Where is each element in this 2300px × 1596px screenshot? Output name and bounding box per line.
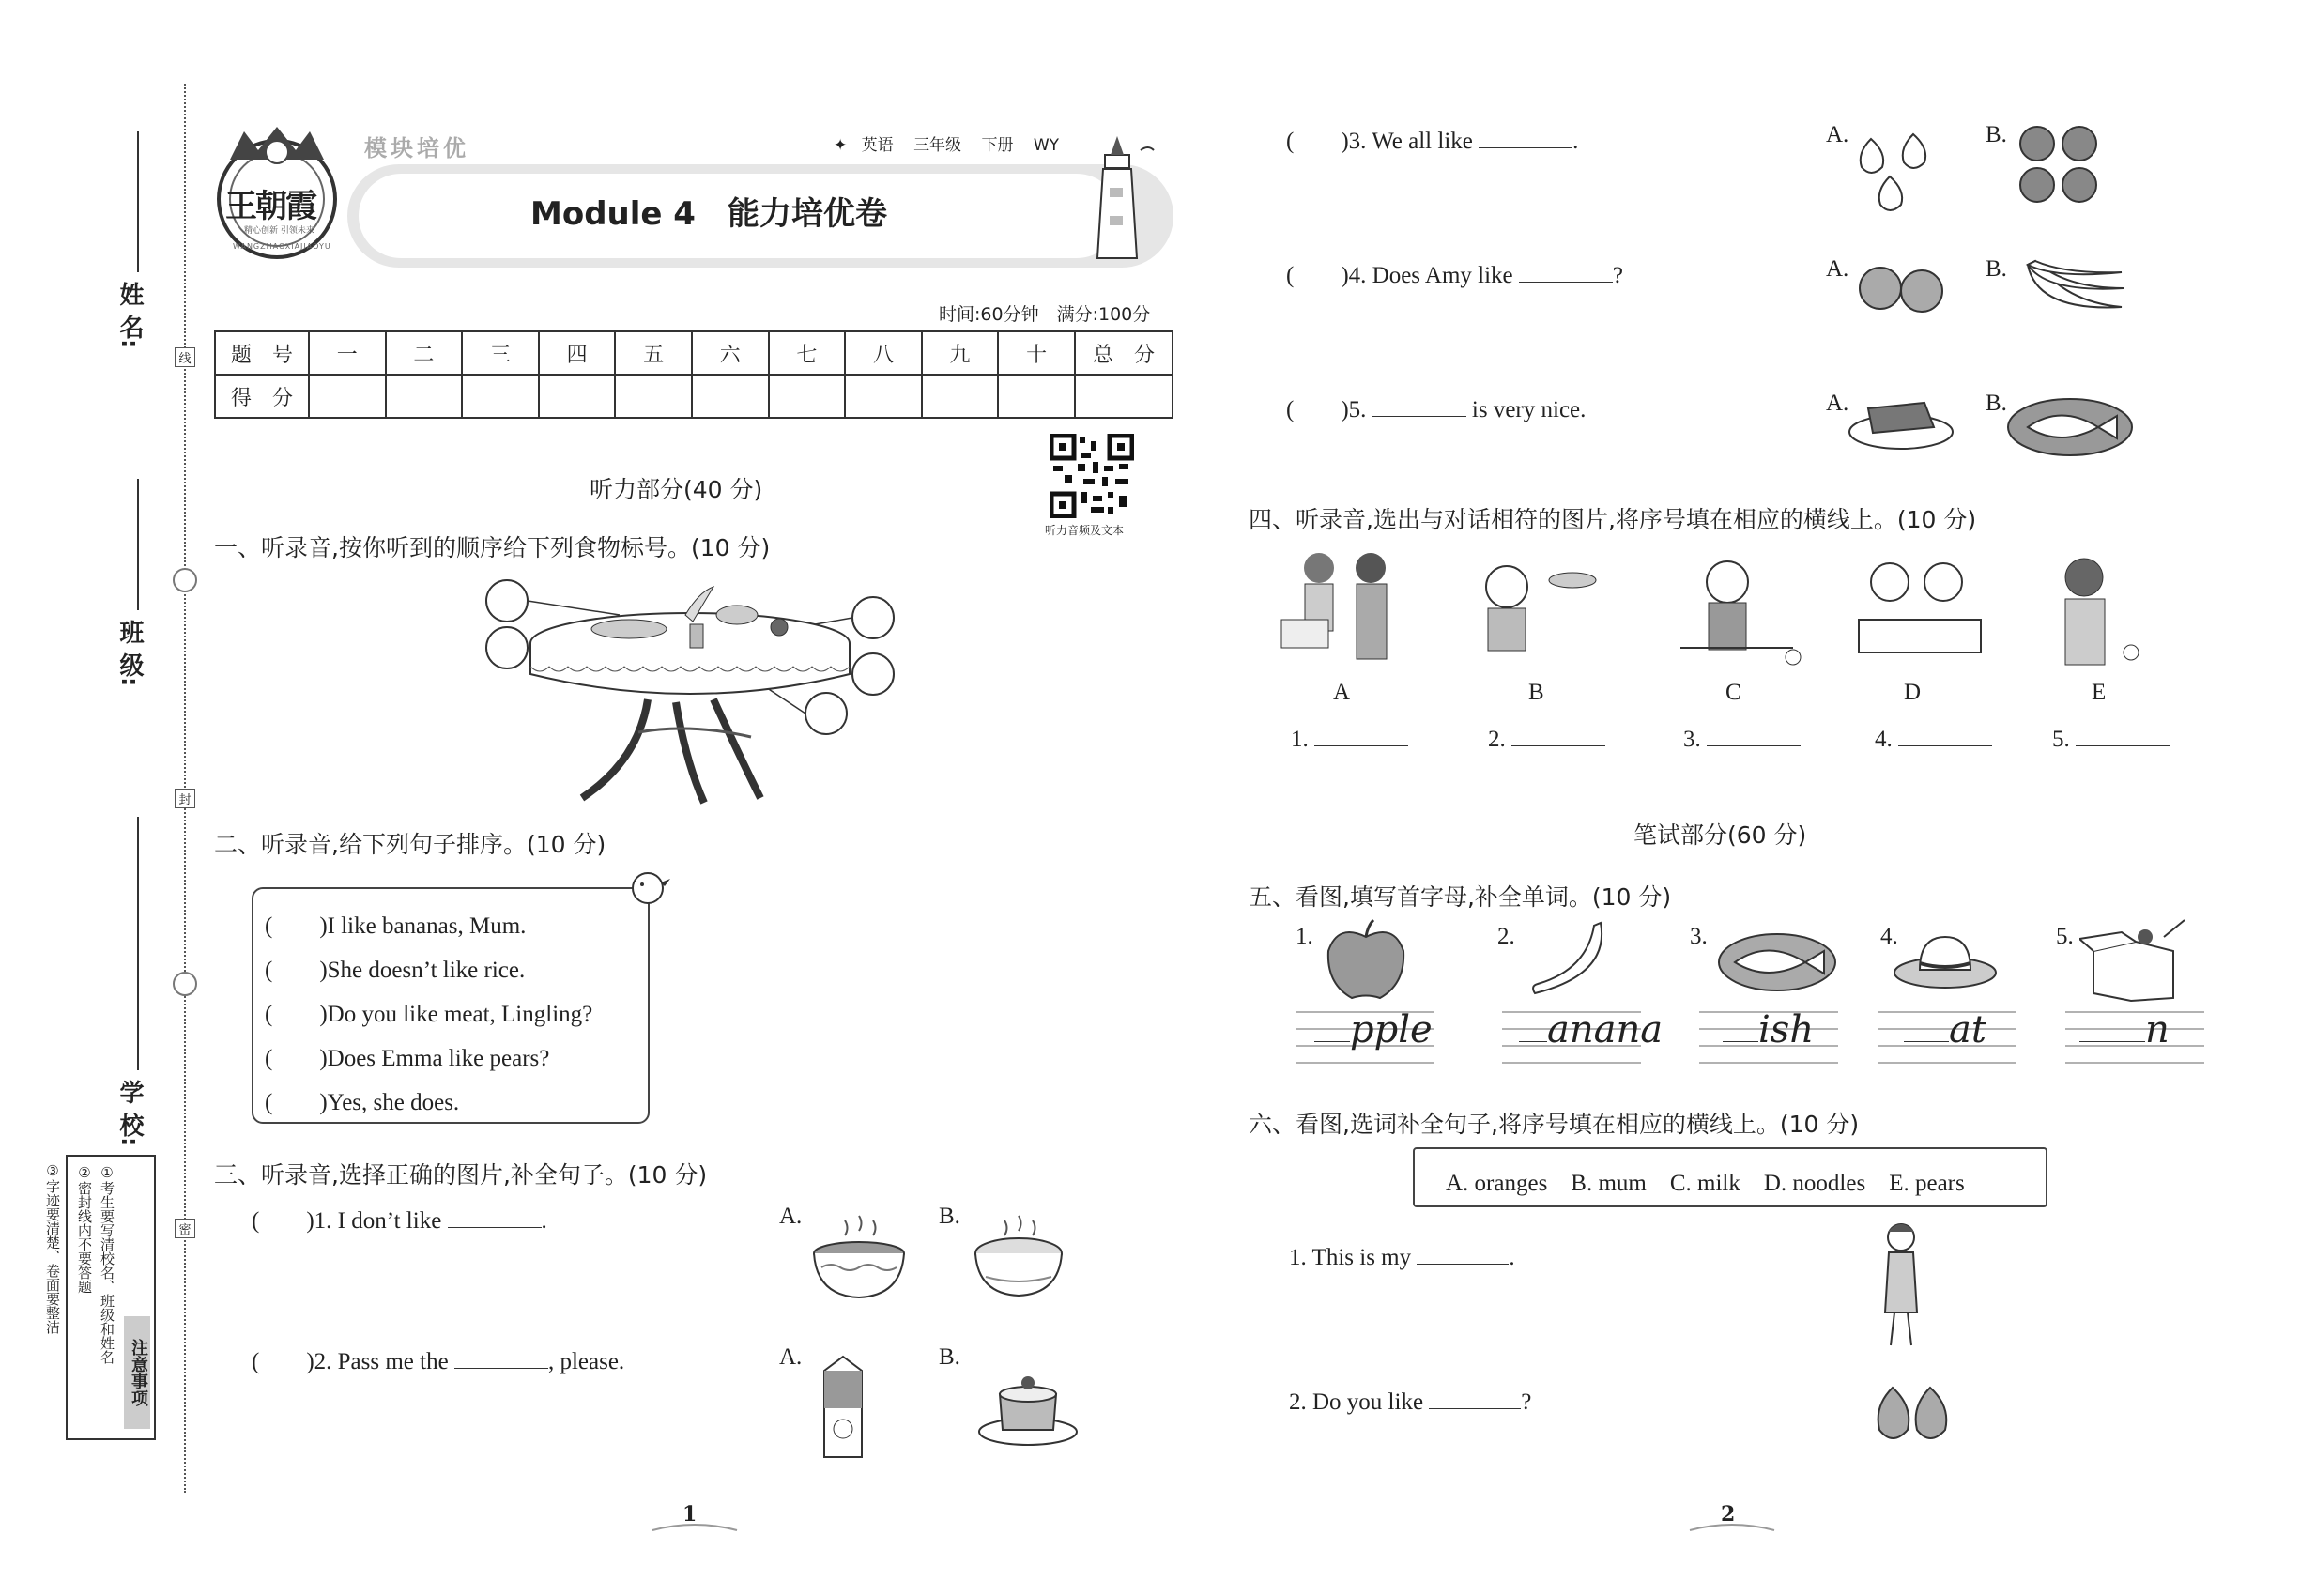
q5-title: 五、看图,填写首字母,补全单词。(10 分) <box>1249 883 1672 911</box>
q5-num: 2. <box>1497 924 1515 949</box>
q5-num: 4. <box>1880 924 1898 949</box>
q6-options: A. oranges B. mum C. milk D. noodles E. pears <box>1446 1171 1965 1196</box>
q4-num: 3. <box>1683 727 1701 752</box>
meta-edition: WY <box>1033 136 1060 155</box>
option-a-label: A. <box>1826 391 1849 416</box>
answer-blank[interactable] <box>1314 745 1408 746</box>
q3-item-2 <box>252 1343 624 1376</box>
writing-title: 笔试部分(60 分) <box>1633 821 1807 849</box>
q4-num: 1. <box>1291 727 1309 752</box>
q6-pre: 1. This is my <box>1289 1245 1412 1270</box>
q5-word <box>1904 1008 1986 1051</box>
answer-blank[interactable] <box>1519 282 1613 283</box>
score-row-label: 得 分 <box>215 375 309 418</box>
score-input[interactable] <box>539 375 616 418</box>
line-mark-xian: 线 <box>175 347 195 367</box>
q5-word <box>1519 1008 1663 1051</box>
letter-blank[interactable] <box>1314 1041 1350 1042</box>
line-mark-feng: 封 <box>175 789 195 808</box>
word-fragment: pple <box>1350 1008 1433 1051</box>
header <box>207 122 1173 325</box>
answer-paren[interactable]: ( ) <box>1286 263 1349 288</box>
score-table <box>214 330 1173 419</box>
q6-item-1 <box>1289 1245 1515 1271</box>
oranges-icon[interactable] <box>1854 255 1948 321</box>
q6-post: . <box>1509 1245 1515 1270</box>
meta-volume: 下册 <box>981 136 1014 155</box>
q1-table-illustration <box>479 573 901 817</box>
q3-pre: 1. I don’t like <box>314 1208 442 1234</box>
noodles-bowl-icon[interactable] <box>807 1211 911 1305</box>
option-a-label: A. <box>779 1204 803 1229</box>
q4-picture-label: B <box>1528 680 1544 705</box>
answer-blank[interactable] <box>448 1227 542 1228</box>
q2-sentence: ( )She doesn’t like rice. <box>265 958 526 983</box>
answer-blank[interactable] <box>1479 147 1572 148</box>
bananas-icon[interactable] <box>2018 255 2131 330</box>
answer-paren[interactable]: ( ) <box>1286 129 1349 154</box>
score-cell: 总 分 <box>1075 331 1173 375</box>
fish-icon <box>1716 925 1838 995</box>
note-2: ②密封线内不要答题 <box>76 1164 93 1294</box>
q3-post: is very nice. <box>1471 397 1587 422</box>
score-cell: 一 <box>309 331 386 375</box>
score-cell: 八 <box>845 331 922 375</box>
score-input[interactable] <box>922 375 999 418</box>
answer-blank[interactable] <box>1511 745 1605 746</box>
q4-picture-label: D <box>1904 680 1922 705</box>
score-row-values <box>215 375 1173 418</box>
score-input[interactable] <box>769 375 846 418</box>
score-cell: 五 <box>615 331 692 375</box>
q6-pre: 2. Do you like <box>1289 1389 1424 1415</box>
chick-icon <box>627 864 674 911</box>
q3-item-3 <box>1286 122 1578 156</box>
answer-blank[interactable] <box>454 1368 548 1369</box>
q4-picture-d[interactable] <box>1854 554 1986 657</box>
score-cell: 四 <box>539 331 616 375</box>
logo-motto: 精心创新 引领未来 <box>244 226 314 236</box>
q5-num: 1. <box>1296 924 1313 949</box>
apple-icon <box>771 619 788 636</box>
q3-post: ? <box>1612 263 1624 288</box>
answer-blank[interactable] <box>1429 1408 1521 1409</box>
q4-picture-label: E <box>2092 680 2107 705</box>
q4-num: 2. <box>1488 727 1506 752</box>
label-circle <box>805 693 847 734</box>
box-icon <box>2079 918 2192 1003</box>
time-info: 时间:60分钟 满分:100分 <box>939 304 1151 325</box>
answer-blank[interactable] <box>1707 745 1801 746</box>
answer-blank[interactable] <box>1372 416 1466 417</box>
bowl-icon <box>716 606 758 624</box>
q4-answer <box>2052 727 2170 753</box>
label-circle <box>852 653 894 695</box>
face-icon <box>2124 645 2139 660</box>
note-3: ③字迹要清楚、卷面要整洁 <box>44 1162 61 1334</box>
notes-box <box>66 1155 156 1440</box>
q2-sentence: ( )Yes, she does. <box>265 1090 460 1115</box>
score-cell: 九 <box>922 331 999 375</box>
school-label: 学 校: <box>115 1080 144 1147</box>
q4-answer <box>1488 727 1605 753</box>
score-cell: 题 号 <box>215 331 309 375</box>
letter-blank[interactable] <box>1519 1041 1547 1042</box>
lighthouse-icon <box>1084 131 1159 263</box>
q3-title: 三、听录音,选择正确的图片,补全句子。(10 分) <box>214 1161 708 1189</box>
score-input[interactable] <box>462 375 539 418</box>
q4-picture-c[interactable] <box>1671 554 1812 667</box>
q3-post: . <box>1572 129 1579 154</box>
star-icon: ✦ <box>834 136 848 155</box>
score-cell: 七 <box>769 331 846 375</box>
series-tag: 模块培优 <box>364 135 469 161</box>
q3-post: , please. <box>547 1349 625 1374</box>
page-ornament-icon <box>1685 1519 1779 1534</box>
label-circle <box>852 597 894 638</box>
q3-item-1 <box>252 1202 547 1235</box>
answer-blank[interactable] <box>1898 745 1992 746</box>
binding-strip <box>44 94 197 1502</box>
q5-num: 3. <box>1690 924 1708 949</box>
q3-item-5 <box>1286 391 1586 424</box>
option-b-label: B. <box>1986 256 2007 282</box>
q4-answer <box>1683 727 1801 753</box>
apple-icon <box>1319 918 1413 1003</box>
option-b-label: B. <box>939 1344 960 1370</box>
q3-item-4 <box>1286 256 1623 290</box>
score-row-header <box>215 331 1173 375</box>
banana-icon <box>1521 918 1615 1003</box>
q2-sentence: ( )I like bananas, Mum. <box>265 913 527 939</box>
pears-icon <box>1866 1380 1960 1450</box>
label-circle <box>486 627 528 668</box>
meat-icon[interactable] <box>1845 390 1957 455</box>
name-line[interactable] <box>137 131 139 272</box>
rice-bowl-icon[interactable] <box>967 1211 1070 1305</box>
q4-picture-label: C <box>1725 680 1741 705</box>
hat-icon <box>1892 928 2000 993</box>
q4-picture-e[interactable] <box>2047 554 2150 671</box>
mum-icon <box>1868 1219 1934 1350</box>
option-b-label: B. <box>939 1204 960 1229</box>
q3-pre: 3. We all like <box>1348 129 1473 154</box>
q4-num: 4. <box>1875 727 1893 752</box>
q4-picture-a[interactable] <box>1277 545 1408 667</box>
qr-caption: 听力音频及文本 <box>1045 524 1125 537</box>
option-a-label: A. <box>779 1344 803 1370</box>
answer-paren[interactable]: ( ) <box>252 1208 314 1234</box>
logo-text: 王朝霞 <box>225 188 315 225</box>
page-number-2: 2 <box>1721 1502 1736 1527</box>
bottle-icon <box>690 624 703 648</box>
q1-title: 一、听录音,按你听到的顺序给下列食物标号。(10 分) <box>214 534 771 561</box>
answer-paren[interactable]: ( ) <box>252 1349 314 1374</box>
q2-sentence: ( )Does Emma like pears? <box>265 1046 550 1071</box>
option-b-label: B. <box>1986 122 2007 147</box>
label-circle <box>486 580 528 622</box>
ear-icon <box>173 568 197 592</box>
q4-picture-label: A <box>1333 680 1351 705</box>
q6-item-2 <box>1289 1389 1531 1416</box>
score-cell: 二 <box>386 331 463 375</box>
fish-plate-icon <box>591 620 667 638</box>
letter-blank[interactable] <box>2079 1041 2145 1042</box>
score-input[interactable] <box>1075 375 1173 418</box>
option-a-label: A. <box>1826 256 1849 282</box>
letter-blank[interactable] <box>1723 1041 1758 1042</box>
score-cell: 三 <box>462 331 539 375</box>
q4-answer <box>1875 727 1992 753</box>
answer-paren[interactable]: ( ) <box>1286 397 1349 422</box>
meta-grade: 三年级 <box>913 136 962 155</box>
score-input[interactable] <box>386 375 463 418</box>
meta-subject: 英语 <box>861 136 894 155</box>
q4-answer <box>1291 727 1408 753</box>
apples-icon[interactable] <box>2009 117 2112 211</box>
page-title: Module 4 能力培优卷 <box>530 195 887 233</box>
subject-meta <box>834 131 1059 155</box>
letter-blank[interactable] <box>1904 1041 1949 1042</box>
q5-word <box>1314 1008 1433 1051</box>
score-input[interactable] <box>692 375 769 418</box>
note-1: ①考生要写清校名、班级和姓名 <box>99 1164 115 1364</box>
face-icon <box>1786 650 1801 665</box>
answer-blank[interactable] <box>1417 1264 1509 1265</box>
class-line[interactable] <box>137 479 139 610</box>
score-input[interactable] <box>615 375 692 418</box>
answer-blank[interactable] <box>2076 745 2170 746</box>
q5-num: 5. <box>2056 924 2074 949</box>
score-input[interactable] <box>998 375 1075 418</box>
word-fragment: n <box>2145 1008 2170 1051</box>
word-fragment: at <box>1949 1008 1986 1051</box>
score-cell: 六 <box>692 331 769 375</box>
word-fragment: anana <box>1547 1008 1664 1051</box>
q4-title: 四、听录音,选出与对话相符的图片,将序号填在相应的横线上。(10 分) <box>1249 506 1977 533</box>
q4-num: 5. <box>2052 727 2070 752</box>
pears-icon[interactable] <box>1848 120 1941 223</box>
q4-picture-b[interactable] <box>1469 554 1610 657</box>
q5-word <box>1723 1008 1814 1051</box>
score-cell: 十 <box>998 331 1075 375</box>
school-line[interactable] <box>137 817 139 1070</box>
q2-sentence: ( )Do you like meat, Lingling? <box>265 1002 593 1027</box>
q3-pre: 2. Pass me the <box>314 1349 449 1374</box>
name-label: 姓 名: <box>115 282 144 349</box>
logo-ring-text: WANGZHAOXIAJIAOYU <box>233 242 331 251</box>
page-number-1: 1 <box>682 1502 698 1527</box>
class-label: 班 级: <box>115 620 144 687</box>
milk-carton-icon[interactable] <box>815 1352 871 1465</box>
q6-post: ? <box>1521 1389 1532 1415</box>
fish-icon[interactable] <box>2004 390 2136 460</box>
qr-code[interactable] <box>1050 434 1134 518</box>
option-a-label: A. <box>1826 122 1849 147</box>
ear-icon <box>173 972 197 996</box>
q5-word <box>2079 1008 2170 1051</box>
q3-post: . <box>541 1208 547 1234</box>
line-mark-mi: 密 <box>175 1219 195 1238</box>
word-fragment: ish <box>1758 1008 1815 1051</box>
option-b-label: B. <box>1986 391 2007 416</box>
page-ornament-icon <box>648 1519 742 1534</box>
notes-title: 注意事项 <box>124 1316 150 1429</box>
cake-icon[interactable] <box>976 1357 1080 1450</box>
q6-title: 六、看图,选词补全句子,将序号填在相应的横线上。(10 分) <box>1249 1111 1860 1138</box>
score-input[interactable] <box>309 375 386 418</box>
score-input[interactable] <box>845 375 922 418</box>
q3-pre: 5. <box>1348 397 1367 422</box>
listening-title: 听力部分(40 分) <box>590 476 763 503</box>
q3-pre: 4. Does Amy like <box>1348 263 1513 288</box>
q2-title: 二、听录音,给下列句子排序。(10 分) <box>214 831 606 858</box>
